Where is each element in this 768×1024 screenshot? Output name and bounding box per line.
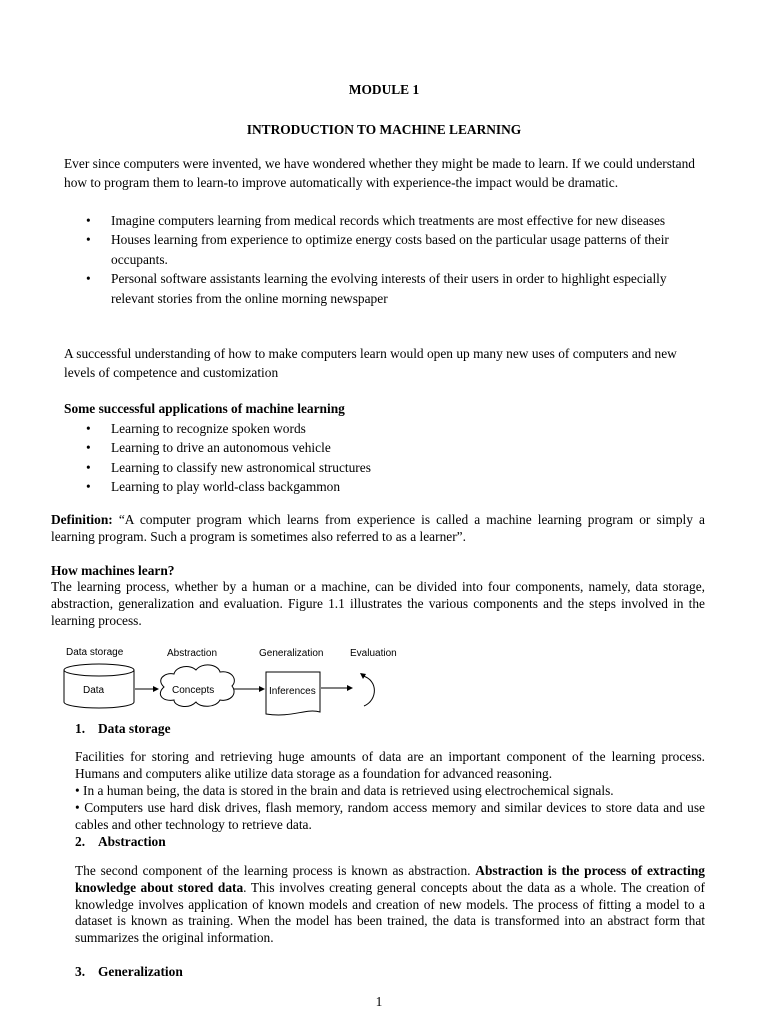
section-number: 1. bbox=[75, 721, 86, 736]
list-item-text: Imagine computers learning from medical records which treatments are most effective for new diseases bbox=[111, 213, 666, 228]
section-title: Generalization bbox=[98, 964, 183, 979]
data-storage-paragraph: Facilities for storing and retrieving huge amounts of data are an important component of the learning process. Humans and computers alike utilize data storage as a foundation for advanced reasoning. bbox=[75, 749, 705, 781]
section-heading-abstraction bbox=[75, 833, 166, 850]
how-learn-paragraph: The learning process, whether by a human or a machine, can be divided into four components, namely, data storage, abstraction, generalization and evaluation. Figure 1.1 illustrates the various components and the steps involved in the learning process. bbox=[51, 579, 705, 628]
abstraction-intro-text: The second component of the learning process is known as abstraction. bbox=[75, 863, 476, 878]
data-storage-point-human: • In a human being, the data is stored in the brain and data is retrieved using electrochemical signals. bbox=[75, 783, 614, 798]
arrow-head-icon bbox=[259, 686, 265, 692]
abstraction-paragraph bbox=[75, 863, 705, 947]
page-title: INTRODUCTION TO MACHINE LEARNING bbox=[246, 122, 522, 137]
abstraction-bold-text: Abstraction is the process of extracting knowledge about stored data bbox=[75, 863, 705, 895]
list-item bbox=[64, 477, 689, 496]
section-heading-data-storage bbox=[75, 719, 171, 738]
list-item bbox=[64, 230, 689, 269]
list-item bbox=[64, 211, 689, 230]
list-item-text: Houses learning from experience to optimize energy costs based on the particular usage patterns of their occupants. bbox=[111, 232, 669, 267]
bullet-icon: • bbox=[86, 232, 91, 248]
bullet-icon: • bbox=[86, 459, 91, 475]
list-item-text: Learning to classify new astronomical structures bbox=[111, 459, 371, 475]
section-number: 3. bbox=[75, 964, 86, 979]
list-item bbox=[64, 419, 689, 438]
bullet-icon: • bbox=[86, 440, 91, 456]
module-heading: MODULE 1 bbox=[348, 82, 420, 97]
figure-node-concepts: Concepts bbox=[172, 685, 215, 696]
figure-node-inferences: Inferences bbox=[269, 686, 316, 697]
section-heading-generalization bbox=[75, 962, 183, 981]
definition-label: Definition: bbox=[51, 512, 113, 527]
data-storage-point-computer: • Computers use hard disk drives, flash memory, random access memory and similar devices to store data and use cables and other technology to retrieve data. bbox=[75, 800, 705, 832]
arrow-head-icon bbox=[360, 673, 366, 679]
bullet-icon: • bbox=[86, 213, 91, 228]
section-number: 2. bbox=[75, 834, 86, 849]
intro-paragraph: Ever since computers were invented, we have wondered whether they might be made to learn. If we could understand how to program them to learn-to improve automatically with experience-the impact would be dramatic. bbox=[64, 156, 695, 191]
section-title: Data storage bbox=[98, 721, 171, 736]
bullet-icon: • bbox=[86, 271, 91, 287]
list-item-text: Learning to recognize spoken words bbox=[111, 421, 306, 436]
list-item-text: Learning to drive an autonomous vehicle bbox=[111, 440, 331, 456]
how-learn-heading: How machines learn? bbox=[51, 563, 175, 578]
bullet-icon: • bbox=[86, 479, 91, 495]
figure-label-evaluation: Evaluation bbox=[350, 648, 397, 659]
arrow-head-icon bbox=[347, 685, 353, 691]
list-item bbox=[64, 458, 689, 477]
learning-process-figure bbox=[60, 642, 410, 720]
figure-label-abstraction: Abstraction bbox=[167, 648, 218, 659]
applications-heading: Some successful applications of machine learning bbox=[64, 401, 345, 416]
applications-list bbox=[64, 419, 689, 497]
figure-label-data-storage: Data storage bbox=[66, 647, 124, 658]
definition-paragraph bbox=[51, 512, 705, 546]
abstraction-rest-text: . This involves creating general concepts about the data as a whole. The creation of knowledge involves application of known models and creation of new models. The process of fitting a model to a dataset is known as training. When the model has been trained, the data is transformed into an abstract form that summarizes the original information. bbox=[75, 879, 705, 946]
intro-bullet-list bbox=[64, 211, 689, 308]
closing-paragraph: A successful understanding of how to make computers learn would open up many new uses of computers and new levels of competence and customization bbox=[64, 346, 677, 381]
evaluation-loop-icon bbox=[363, 676, 374, 706]
list-item bbox=[64, 438, 689, 457]
section-title: Abstraction bbox=[98, 834, 166, 849]
page-number: 1 bbox=[375, 994, 383, 1009]
list-item-text: Personal software assistants learning the evolving interests of their users in order to highlight especially relevant stories from the online morning newspaper bbox=[111, 271, 667, 306]
bullet-icon: • bbox=[86, 421, 91, 436]
definition-text: “A computer program which learns from experience is called a machine learning program or simply a learning program. Such a program is sometimes also referred to as a learner”. bbox=[51, 512, 705, 544]
figure-node-data: Data bbox=[83, 685, 105, 696]
figure-label-generalization: Generalization bbox=[259, 648, 324, 659]
list-item bbox=[64, 269, 689, 308]
list-item-text: Learning to play world-class backgammon bbox=[111, 479, 341, 495]
arrow-head-icon bbox=[153, 686, 159, 692]
